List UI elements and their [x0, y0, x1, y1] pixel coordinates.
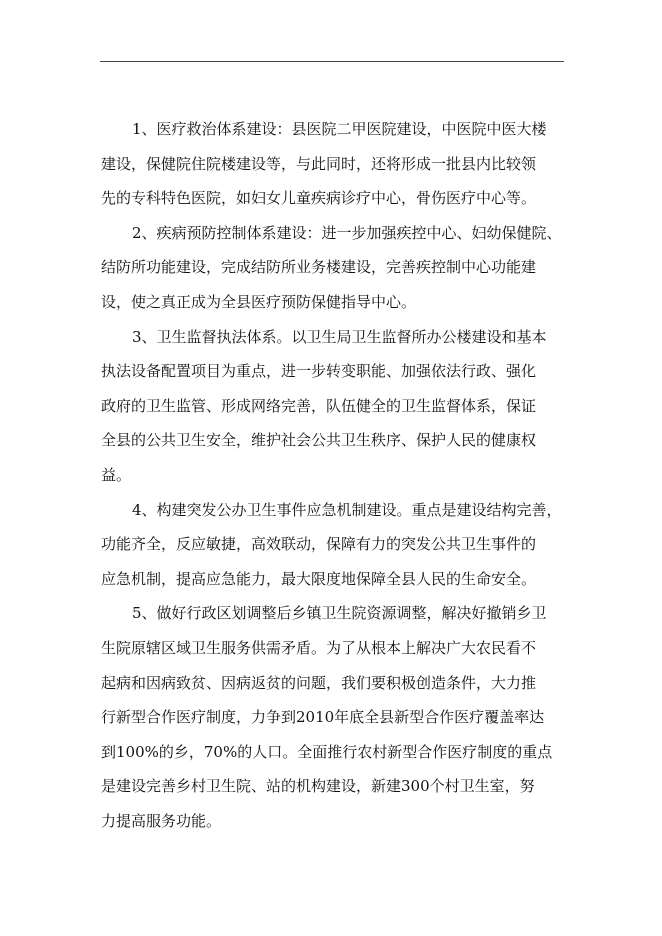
document-body: [101, 112, 569, 838]
text-line: 行新型合作医疗制度，力争到2010年底全县新型合作医疗覆盖率达: [101, 708, 545, 727]
paragraph-emergency-mechanism: [101, 493, 569, 597]
text-line: 功能齐全，反应敏捷，高效联动，保障有力的突发公共卫生事件的: [101, 535, 537, 554]
text-line: 结防所功能建设，完成结防所业务楼建设，完善疾控制中心功能建: [101, 258, 537, 277]
text-line: 5、做好行政区划调整后乡镇卫生院资源调整，解决好撤销乡卫: [132, 604, 547, 623]
text-line: 2、疾病预防控制体系建设：进一步加强疾控中心、妇幼保健院、: [132, 223, 562, 242]
text-line: 先的专科特色医院，如妇女儿童疾病诊疗中心，骨伤医疗中心等。: [101, 189, 537, 208]
paragraph-medical-treatment-system: [101, 112, 569, 216]
text-line: 到100%的乡，70%的人口。全面推行农村新型合作医疗制度的重点: [101, 742, 553, 761]
text-line: 益。: [101, 465, 132, 484]
text-line: 力提高服务功能。: [101, 811, 222, 830]
text-line: 建设，保健院住院楼建设等，与此同时，还将形成一批县内比较领: [101, 154, 537, 173]
text-line: 全县的公共卫生安全，维护社会公共卫生秩序、保护人民的健康权: [101, 431, 537, 450]
text-line: 4、构建突发公办卫生事件应急机制建设。重点是建设结构完善，: [132, 500, 562, 519]
text-line: 3、卫生监督执法体系。以卫生局卫生监督所办公楼建设和基本: [132, 327, 547, 346]
text-line: 执法设备配置项目为重点，进一步转变职能、加强依法行政、强化: [101, 362, 537, 381]
paragraph-township-health-resources: [101, 596, 569, 838]
text-line: 1、医疗救治体系建设：县医院二甲医院建设，中医院中医大楼: [132, 120, 547, 138]
text-line: 政府的卫生监管、形成网络完善，队伍健全的卫生监督体系，保证: [101, 396, 537, 415]
text-line: 应急机制，提高应急能力，最大限度地保障全县人民的生命安全。: [101, 569, 537, 588]
paragraph-disease-control-system: [101, 216, 569, 320]
header-rule: [100, 61, 564, 62]
text-line: 设，使之真正成为全县医疗预防保健指导中心。: [101, 292, 417, 311]
text-line: 是建设完善乡村卫生院、站的机构建设，新建300个村卫生室，努: [101, 777, 535, 796]
paragraph-health-supervision-system: [101, 320, 569, 493]
text-line: 生院原辖区域卫生服务供需矛盾。为了从根本上解决广大农民看不: [101, 638, 537, 657]
text-line: 起病和因病致贫、因病返贫的问题，我们要积极创造条件，大力推: [101, 673, 537, 692]
